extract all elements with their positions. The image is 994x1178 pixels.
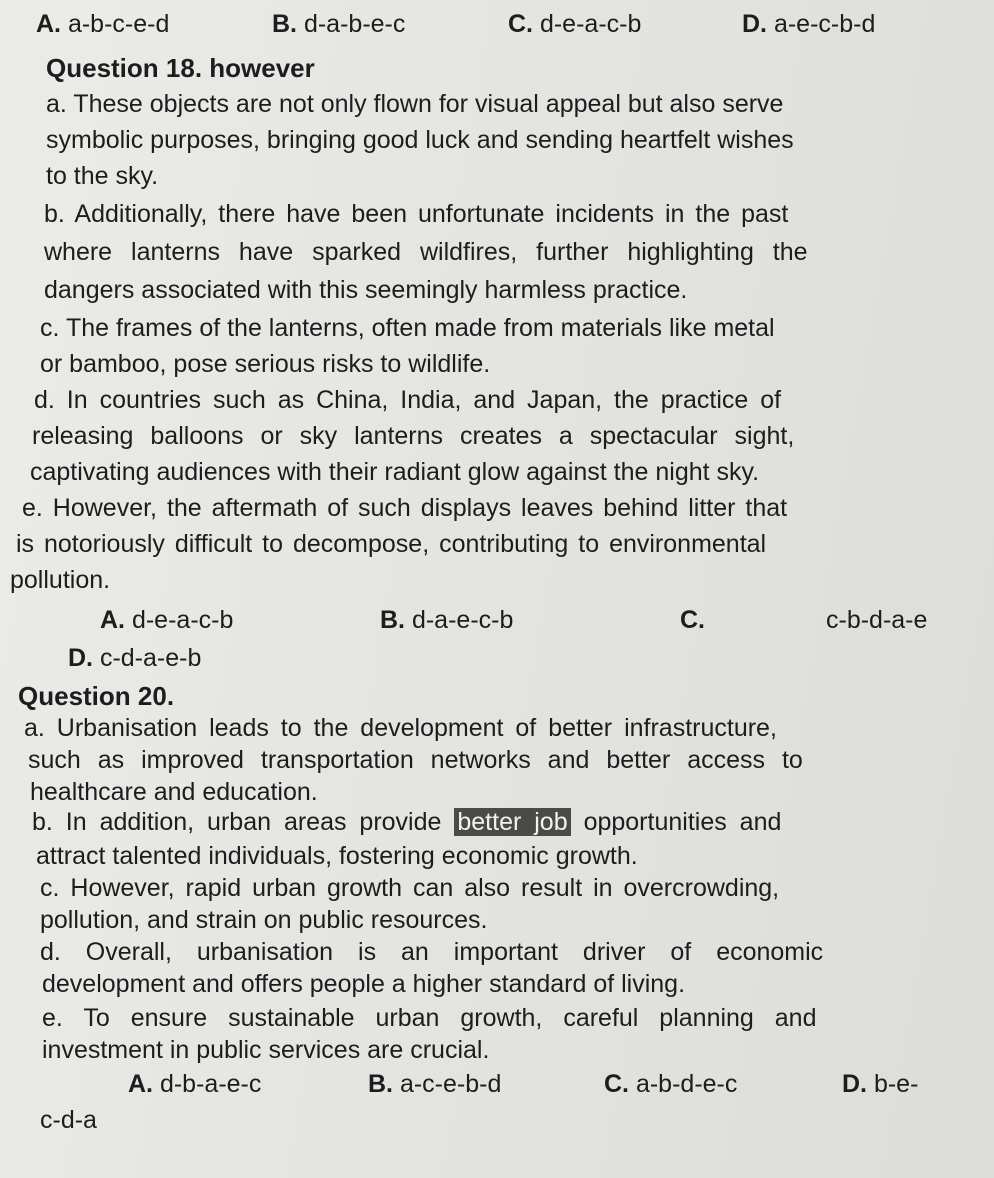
q20-a-line2: such as improved transportation networks and better access to xyxy=(28,746,803,774)
q18-a-line3: to the sky. xyxy=(46,162,159,190)
q20-option-a xyxy=(128,1068,261,1100)
q18-option-c-label xyxy=(680,604,705,636)
q18-a-line2: symbolic purposes, bringing good luck and sending heartfelt wishes xyxy=(46,126,794,154)
option-label: B. xyxy=(368,1070,393,1098)
option-label: B. xyxy=(380,606,405,634)
option-label: C. xyxy=(508,10,533,38)
q20-b-post: opportunities and xyxy=(570,808,782,836)
option-c xyxy=(508,8,641,40)
option-label: D. xyxy=(742,10,767,38)
option-label: B. xyxy=(272,10,297,38)
q20-b-pre: b. In addition, urban areas provide xyxy=(32,808,455,836)
option-text: d-a-b-e-c xyxy=(303,10,406,38)
option-label: A. xyxy=(100,606,125,634)
q18-option-b xyxy=(380,604,513,636)
q20-e-line2: investment in public services are crucial. xyxy=(42,1036,490,1064)
option-text: a-c-e-b-d xyxy=(399,1070,502,1098)
q18-a-line1: a. These objects are not only flown for visual appeal but also serve xyxy=(46,90,784,118)
option-text: a-e-c-b-d xyxy=(773,10,876,38)
option-label: A. xyxy=(128,1070,153,1098)
q20-option-d xyxy=(842,1068,918,1100)
q20-a-line1 xyxy=(24,712,940,744)
q18-b-line3: dangers associated with this seemingly harmless practice. xyxy=(44,276,688,304)
q20-a-line1-text: a. Urbanisation leads to the development of better infrastructure, xyxy=(24,714,777,742)
q20-e-line1: e. To ensure sustainable urban growth, careful planning and xyxy=(42,1004,817,1032)
option-label: C. xyxy=(680,606,705,634)
question-18-title: Question 18. however xyxy=(46,53,315,83)
q18-option-d xyxy=(68,642,201,674)
highlighted-phrase: better job xyxy=(454,808,570,836)
q20-option-d-continued: c-d-a xyxy=(40,1106,97,1134)
q20-c-line2: pollution, and strain on public resources. xyxy=(40,906,488,934)
q20-d-line2: development and offers people a higher standard of living. xyxy=(42,970,686,998)
q20-d-line1: d. Overall, urbanisation is an important driver of economic xyxy=(40,938,824,966)
q20-option-b xyxy=(368,1068,501,1100)
option-text: c-d-a-e-b xyxy=(99,644,202,672)
option-label: D. xyxy=(68,644,93,672)
option-text: a-b-d-e-c xyxy=(635,1070,738,1098)
option-text: d-e-a-c-b xyxy=(539,10,642,38)
q18-b-line1: b. Additionally, there have been unfortunate incidents in the past xyxy=(44,200,789,228)
option-label: D. xyxy=(842,1070,867,1098)
option-d xyxy=(742,8,875,40)
q18-e-line3: pollution. xyxy=(10,566,111,594)
option-label: C. xyxy=(604,1070,629,1098)
q18-d-line2: releasing balloons or sky lanterns creates a spectacular sight, xyxy=(32,422,795,450)
q20-b-line2: attract talented individuals, fostering economic growth. xyxy=(36,842,638,870)
q18-option-c-text: c-b-d-a-e xyxy=(826,606,928,634)
option-text: d-a-e-c-b xyxy=(411,606,514,634)
q18-d-line1: d. In countries such as China, India, and Japan, the practice of xyxy=(34,386,782,414)
option-text: d-e-a-c-b xyxy=(131,606,234,634)
q20-a-line3: healthcare and education. xyxy=(30,778,318,806)
q20-b-line1 xyxy=(32,806,781,838)
option-text: d-b-a-e-c xyxy=(159,1070,262,1098)
option-a xyxy=(36,8,169,40)
option-b xyxy=(272,8,405,40)
option-text: a-b-c-e-d xyxy=(67,10,170,38)
q20-c-line1: c. However, rapid urban growth can also result in overcrowding, xyxy=(40,874,780,902)
question-20-title: Question 20. xyxy=(18,681,175,711)
q18-d-line3: captivating audiences with their radiant glow against the night sky. xyxy=(30,458,760,486)
option-text: b-e- xyxy=(873,1070,919,1098)
q18-c-line2: or bamboo, pose serious risks to wildlife. xyxy=(40,350,491,378)
q18-b-line2: where lanterns have sparked wildfires, further highlighting the xyxy=(44,238,808,266)
q18-option-a xyxy=(100,604,233,636)
q18-e-line1: e. However, the aftermath of such displays leaves behind litter that xyxy=(22,494,788,522)
q18-c-line1: c. The frames of the lanterns, often made from materials like metal xyxy=(40,314,775,342)
q20-option-c xyxy=(604,1068,737,1100)
option-label: A. xyxy=(36,10,61,38)
q18-e-line2: is notoriously difficult to decompose, contributing to environmental xyxy=(16,530,767,558)
